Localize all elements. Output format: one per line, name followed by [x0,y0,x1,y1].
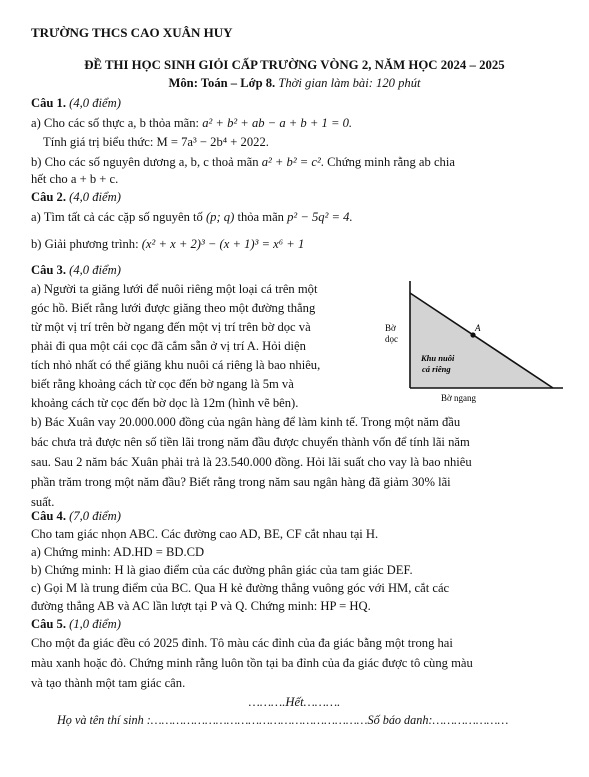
footer-candidate-info: Họ và tên thí sinh :……………………………………………………Số báo danh:………………… [57,713,509,727]
q2-a-pair: (p; q) [205,210,235,224]
q3-title: Câu 3. [31,263,66,277]
q4-points: (7,0 điểm) [69,509,121,523]
q3-a-line: góc hồ. Biết rằng lưới được giăng theo một đường thẳng [31,301,316,315]
q4-line: Cho tam giác nhọn ABC. Các đường cao AD, BE, CF cắt nhau tại H. [31,527,379,541]
q3-a-line: tích nhỏ nhất có thể giăng khu nuôi cá riêng là bao nhiêu, [31,358,321,372]
q3-a-line: từ một vị trí trên bờ ngang đến một vị trí trên bờ dọc và [31,320,311,334]
q1-a-text: a) Cho các số thực a, b thỏa mãn: [31,116,200,130]
label-bo-ngang: Bờ ngang [441,393,477,403]
q5-heading [31,616,121,632]
label-area-1: Khu nuôi [421,353,455,363]
q1-a-compute-text: Tính giá trị biểu thức: [43,135,154,149]
q2-a-expr: p² − 5q² = 4. [287,210,353,224]
q3-a-line: khoảng cách từ cọc đến bờ dọc là 12m (hình vẽ bên). [31,396,299,410]
q2-a-text: a) Tìm tất cả các cặp số nguyên tố [31,210,203,224]
label-area-2: cá riêng [422,364,451,374]
school-name: TRƯỜNG THCS CAO XUÂN HUY [31,25,233,40]
q3-a-line: a) Người ta giăng lưới để nuôi riêng một loại cá trên một [31,282,318,296]
q2-a-mid: thỏa mãn [237,210,284,224]
q3-a-line: biết rằng khoảng cách từ cọc đến bờ ngang là 5m và [31,377,294,391]
q4-heading [31,508,121,524]
q2-points: (4,0 điểm) [69,190,121,204]
q3-b-line: phần trăm trong một năm đầu? Biết rằng trong năm sau ngân hàng đã giảm 30% lãi [31,475,451,489]
q3-b-line: suất. [31,495,55,509]
q4-title: Câu 4. [31,509,66,523]
q1-heading [31,95,121,111]
q5-line: và tạo thành một tam giác cân. [31,676,186,690]
q5-points: (1,0 điểm) [69,617,121,631]
q3-points: (4,0 điểm) [69,263,121,277]
exam-title: ĐỀ THI HỌC SINH GIỎI CẤP TRƯỜNG VÒNG 2, NĂM HỌC 2024 – 2025 [84,58,505,72]
subject-label: Môn: Toán – Lớp 8. [168,76,276,90]
q2-b [31,236,304,252]
q1-b-post: . Chứng minh rằng ab chia [320,155,455,169]
q4-line: b) Chứng minh: H là giao điểm của các đường phân giác của tam giác DEF. [31,563,413,577]
q4-line: a) Chứng minh: AD.HD = BD.CD [31,545,205,559]
label-point-A: A [475,323,481,333]
q1-a [31,115,352,131]
label-bo-doc-1: Bờ [385,323,396,333]
q5-line: Cho một đa giác đều có 2025 đỉnh. Tô màu các đỉnh của đa giác bằng một trong hai [31,636,453,650]
q1-b-pre: b) Cho các số nguyên dương a, b, c thoả mãn [31,155,259,169]
q4-line: đường thẳng AB và AC lần lượt tại P và Q. Chứng minh: HP = HQ. [31,599,371,613]
label-bo-doc-2: dọc [385,334,398,344]
q1-b-line2: hết cho a + b + c. [31,172,119,186]
q4-line: c) Gọi M là trung điểm của BC. Qua H kẻ đường thẳng vuông góc với HM, cắt các [31,581,450,595]
q5-title: Câu 5. [31,617,66,631]
pond-figure [385,273,575,413]
q3-b-line: bác chưa trả được nên số tiền lãi trong năm đầu được chuyển thành vốn để tính lãi năm [31,435,470,449]
q5-line: màu xanh hoặc đỏ. Chứng minh rằng luôn tồn tại ba đỉnh của đa giác được tô cùng màu [31,656,473,670]
q1-b-expr: a² + b² = c² [261,155,321,169]
q1-title: Câu 1. [31,96,66,110]
q2-b-text: b) Giải phương trình: [31,237,139,251]
q1-a-compute [43,134,269,150]
q2-heading [31,189,121,205]
q2-title: Câu 2. [31,190,66,204]
q3-a-line: phải đi qua một cái cọc đã cắm sẵn ở vị trí A. Hỏi diện [31,339,306,353]
q3-b-line: sau. Sau 2 năm bác Xuân phải trả là 23.540.000 đồng. Hỏi lãi suất cho vay là bao nhiêu [31,455,472,469]
q3-heading [31,262,121,278]
end-mark: ……….Hết………. [248,695,341,709]
q1-b-line1 [31,154,455,170]
time-label: Thời gian làm bài: 120 phút [278,76,421,90]
subject-line [0,75,589,91]
q3-b-line: b) Bác Xuân vay 20.000.000 đồng của ngân hàng để làm kinh tế. Trong một năm đầu [31,415,461,429]
q1-points: (4,0 điểm) [69,96,121,110]
q1-a-expr: a² + b² + ab − a + b + 1 = 0. [202,116,353,130]
stake-point-A [470,332,475,337]
q2-b-expr: (x² + x + 2)³ − (x + 1)³ = x⁶ + 1 [141,237,305,251]
q1-a-M: M = 7a³ − 2b⁴ + 2022. [156,135,269,149]
q2-a [31,209,353,225]
